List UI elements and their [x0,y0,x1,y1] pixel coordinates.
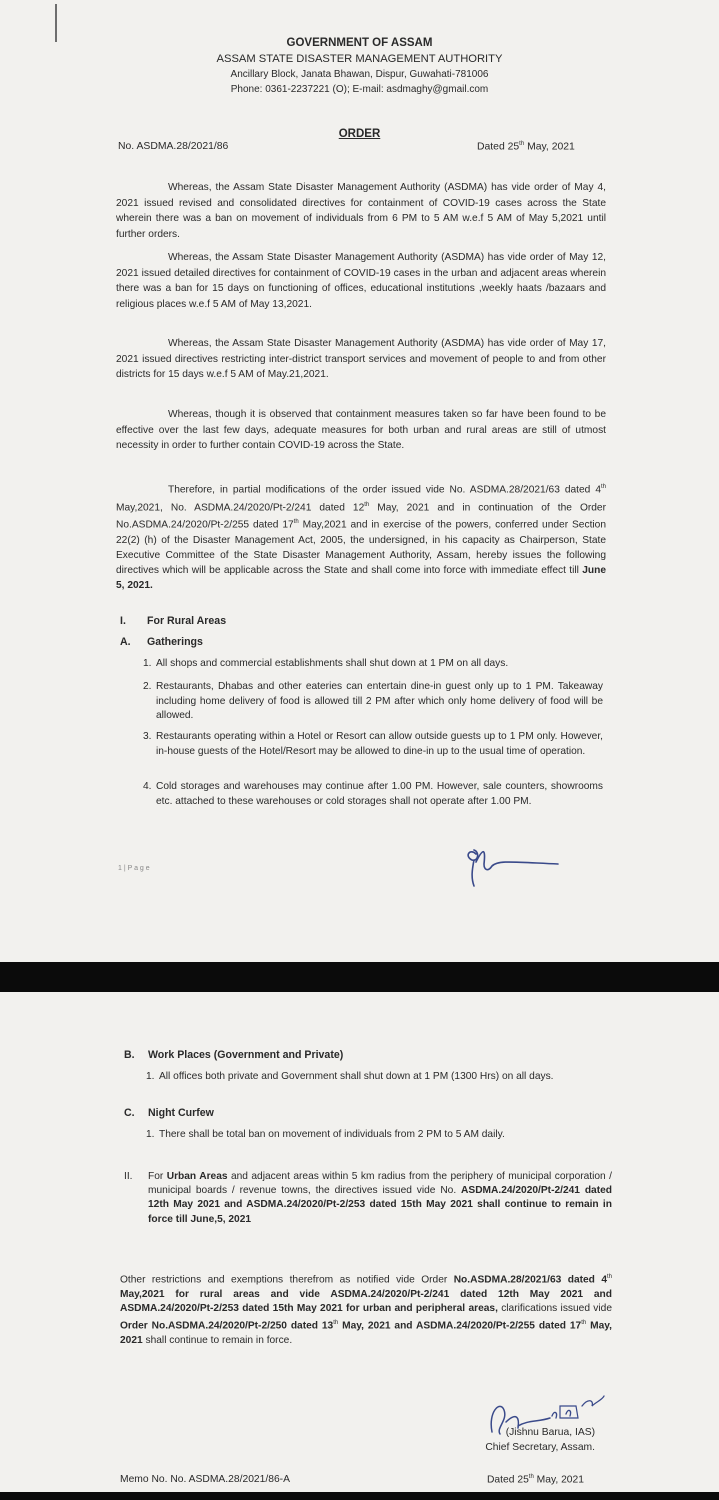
paragraph-3: Whereas, the Assam State Disaster Management Authority (ASDMA) has vide order of May 17, 2021 issued directives restricting inter-district transport services and movement of people to and from other districts for 15 days w.e.f 5 AM of May.21,2021. [116,338,606,380]
gathering-item-4: 4. Cold storages and warehouses may continue after 1.00 PM. However, sale counters, showrooms etc. attached to these warehouses or cold storages shall not operate after 1.00 PM. [143,781,603,807]
section-i-numeral: I. [120,615,126,627]
page-footer: 1 | P a g e [118,865,150,872]
order-heading [0,124,719,142]
other-restrictions-paragraph: Other restrictions and exemptions therefrom as notified vide Order No.ASDMA.28/2021/63 dated 4th May,2021 for rural areas and vide ASDMA.24/2020/Pt-2/241 dated 12th May 2021 and ASDMA.24/2020/Pt-2/253 dated 15th May 2021 for urban and peripheral areas, clarifications issued vide Order No.ASDMA.24/2020/Pt-2/250 dated 13th May, 2021 and ASDMA.24/2020/Pt-2/255 dated 17th May, 2021 shall continue to remain in force. [120,1274,613,1346]
paragraph-4: Whereas, though it is observed that containment measures taken so far have been found to be effective over the last few days, adequate measures for both urban and rural areas are still of utmost necessity in order to further contain COVID-19 across the State. [116,409,606,451]
document-page-2 [0,992,719,1492]
paragraph-1: Whereas, the Assam State Disaster Management Authority (ASDMA) has vide order of May 4, 2021 issued revised and consolidated directives for containment of COVID-19 cases across the State wherein there was a ban on movement of individuals from 6 PM to 5 AM w.e.f 5 AM of May 5,2021 until further orders. [116,182,606,240]
signatory-block [445,1425,595,1455]
signatory-title: Chief Secretary, Assam. [485,1442,595,1453]
section-ii-urban: II. For Urban Areas and adjacent areas within 5 km radius from the periphery of municipal corporation / municipal boards / revenue towns, the directives issued vide No. ASDMA.24/2020/Pt-2/241 dated 12th May 2021 and ASDMA.24/2020/Pt-2/253 dated 15th May 2021 shall continue to remain in force till June,5, 2021 [124,1171,612,1225]
paragraph-5: Therefore, in partial modifications of the order issued vide No. ASDMA.28/2021/63 dated 4th May,2021, No. ASDMA.24/2020/Pt-2/241 dated 12th May, 2021 and in continuation of the Order No.ASDMA.24/2020/Pt-2/255 dated 17th May,2021 and in exercise of the powers, conferred under Section 22(2) (h) of the Disaster Management Act, 2005, the undersigned, in his capacity as Chairperson, State Executive Committee of the State Disaster Management Authority, Assam, hereby issues the following directives which will be applicable across the State and shall come into force with immediate effect till June 5, 2021. [116,484,606,592]
authority-contact: Phone: 0361-2237221 (O); E-mail: asdmaghy@gmail.com [230,84,489,95]
signatory-name: (Jishnu Barua, IAS) [505,1427,595,1438]
order-title: ORDER [338,128,381,140]
gathering-item-3: 3. Restaurants operating within a Hotel or Resort can allow outside guests up to 1 PM only. However, in-house guests of the Hotel/Resort may be allowed to dine-in up to the usual time of operation. [143,731,603,757]
subsection-c-label: C. [124,1107,135,1119]
bottom-bar [0,1492,719,1500]
government-title: GOVERNMENT OF ASSAM [286,37,433,49]
subsection-a-title: Gatherings [147,636,203,648]
memo-date: Dated 25th May, 2021 [487,1474,584,1486]
order-number: No. ASDMA.28/2021/86 [118,141,229,152]
subsection-c-title: Night Curfew [148,1107,214,1119]
section-i-title: For Rural Areas [147,615,227,627]
order-date: Dated 25th May, 2021 [477,141,575,153]
curfew-item-1: 1. There shall be total ban on movement of individuals from 2 PM to 5 AM daily. [146,1129,505,1140]
authority-address: Ancillary Block, Janata Bhawan, Dispur, Guwahati-781006 [230,69,489,80]
initials-signature [462,842,572,892]
subsection-a-label: A. [120,636,131,648]
memo-number: Memo No. No. ASDMA.28/2021/86-A [120,1474,290,1485]
gathering-item-2: 2. Restaurants, Dhabas and other eateries can entertain dine-in guest only up to 1 PM. Takeaway including home delivery of food is allowed till 2 PM after which only home delivery of food will be allowed. [143,681,603,721]
subsection-b-label: B. [124,1049,135,1061]
gathering-item-1: 1. All shops and commercial establishments shall shut down at 1 PM on all days. [143,658,509,669]
work-item-1: 1. All offices both private and Government shall shut down at 1 PM (1300 Hrs) on all days. [146,1071,554,1082]
authority-name: ASSAM STATE DISASTER MANAGEMENT AUTHORITY [216,53,503,65]
subsection-b-title: Work Places (Government and Private) [148,1049,344,1061]
paragraph-2: Whereas, the Assam State Disaster Management Authority (ASDMA) has vide order of May 12, 2021 issued detailed directives for containment of COVID-19 cases in the urban and adjacent areas wherein there was a ban for 15 days on functioning of offices, educational institutions ,weekly haats /bazaars and religious places w.e.f 5 AM of May 13,2021. [116,252,606,310]
